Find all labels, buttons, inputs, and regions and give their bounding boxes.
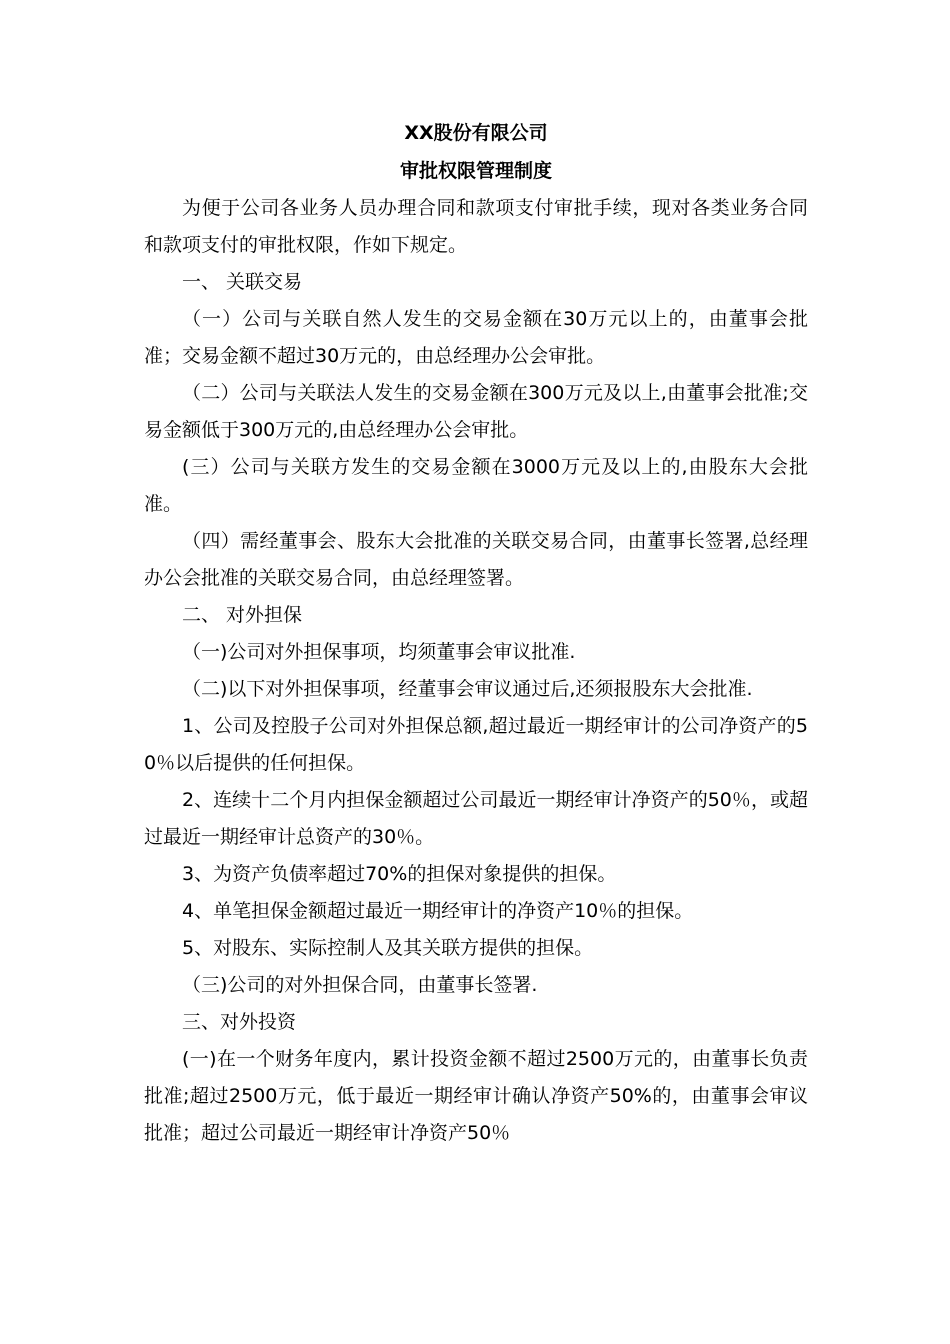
paragraph: （四）需经董事会、股东大会批准的关联交易合同，由董事长签署,总经理办公会批准的关联交易合同，由总经理签署。	[144, 530, 808, 589]
list-item: 2、连续十二个月内担保金额超过公司最近一期经审计净资产的50％，或超过最近一期经审计总资产的30％。	[144, 789, 808, 848]
section-heading-external-investment: 三、对外投资	[182, 1011, 297, 1033]
section-heading-external-guarantees: 二、 对外担保	[182, 604, 303, 626]
document-content	[144, 118, 808, 1152]
paragraph: （三)公司的对外担保合同，由董事长签署.	[182, 974, 538, 996]
paragraph: （一)公司对外担保事项，均须董事会审议批准.	[182, 641, 576, 663]
paragraph: (一)在一个财务年度内，累计投资金额不超过2500万元的，由董事长负责批准;超过2500万元，低于最近一期经审计确认净资产50%的，由董事会审议批准；超过公司最近一期经审计净资产50％	[144, 1048, 808, 1144]
paragraph: （一）公司与关联自然人发生的交易金额在30万元以上的，由董事会批准；交易金额不超过30万元的，由总经理办公会审批。	[144, 308, 808, 367]
list-item: 3、为资产负债率超过70%的担保对象提供的担保。	[182, 863, 617, 885]
document-title: 审批权限管理制度	[399, 160, 552, 182]
list-item: 4、单笔担保金额超过最近一期经审计的净资产10％的担保。	[182, 900, 694, 922]
document-body	[144, 190, 808, 1152]
section-heading-related-transactions: 一、 关联交易	[182, 271, 303, 293]
intro-paragraph: 为便于公司各业务人员办理合同和款项支付审批手续，现对各类业务合同和款项支付的审批权限，作如下规定。	[144, 197, 808, 256]
paragraph: （二）公司与关联法人发生的交易金额在300万元及以上,由董事会批准;交易金额低于300万元的,由总经理办公会审批。	[144, 382, 808, 441]
company-name: XX股份有限公司	[404, 122, 548, 144]
paragraph: （二)以下对外担保事项，经董事会审议通过后,还须报股东大会批准.	[182, 678, 753, 700]
paragraph: (三）公司与关联方发生的交易金额在3000万元及以上的,由股东大会批准。	[144, 456, 808, 515]
list-item: 5、对股东、实际控制人及其关联方提供的担保。	[182, 937, 594, 959]
list-item: 1、公司及控股子公司对外担保总额,超过最近一期经审计的公司净资产的50％以后提供的任何担保。	[144, 715, 808, 774]
